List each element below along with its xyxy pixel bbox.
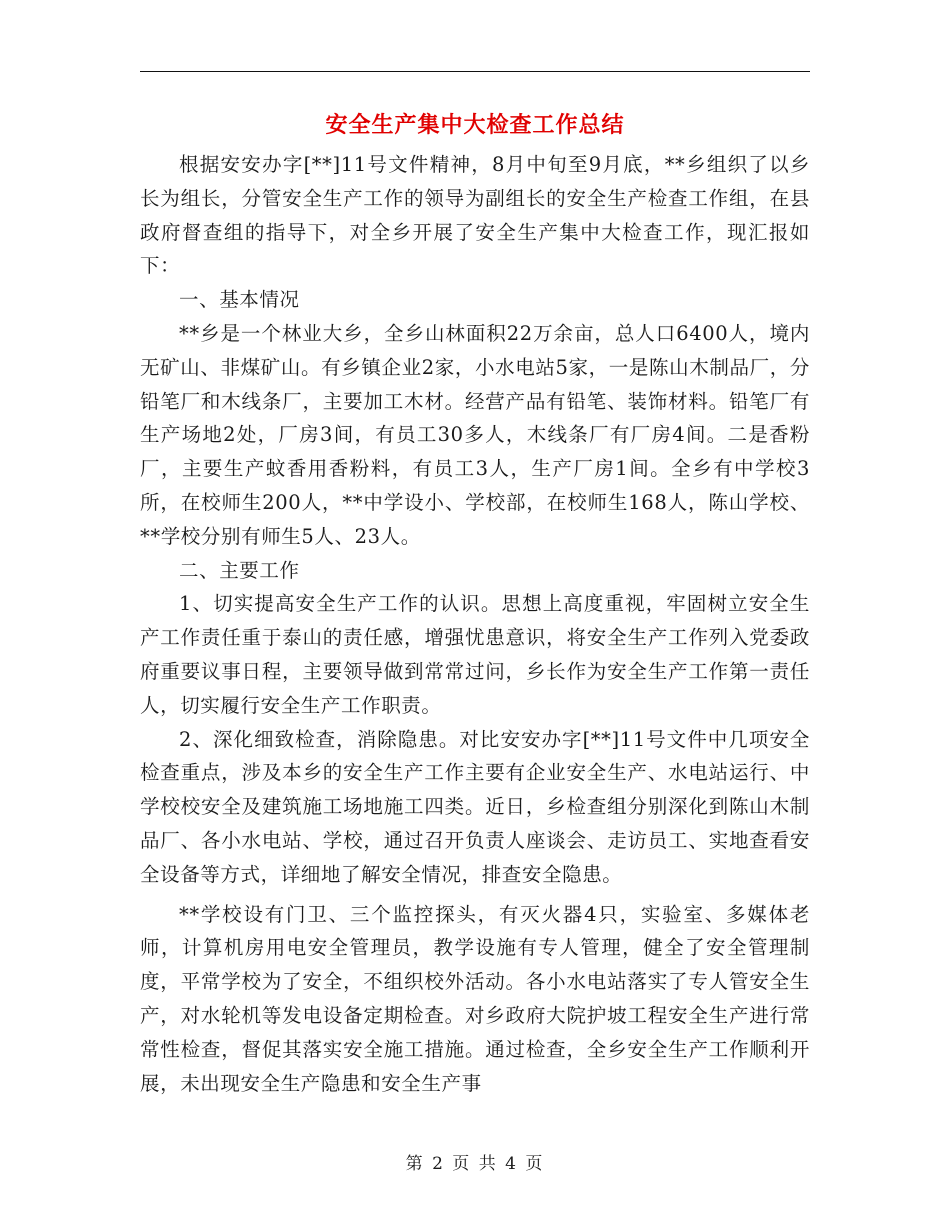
paragraph-item-1: 1、切实提高安全生产工作的认识。思想上高度重视，牢固树立安全生产工作责任重于泰山的责任感，增强忧患意识，将安全生产工作列入党委政府重要议事日程，主要领导做到常常过问，乡长作为安全生产工作第一责任人，切实履行安全生产工作职责。: [140, 592, 810, 717]
document-body: [140, 148, 810, 1100]
header-rule: [140, 71, 810, 72]
paragraph-intro: 根据安安办字[**]11号文件精神，8月中旬至9月底，**乡组织了以乡长为组长，分管安全生产工作的领导为副组长的安全生产检查工作组，在县政府督查组的指导下，对全乡开展了安全生产集中大检查工作，现汇报如下：: [140, 153, 810, 278]
section-heading-basic: 一、基本情况: [179, 288, 300, 312]
paragraph-school-details: **学校设有门卫、三个监控探头，有灭火器4只，实验室、多媒体老师，计算机房用电安全管理员，教学设施有专人管理，健全了安全管理制度，平常学校为了安全，不组织校外活动。各小水电站落实了专人管安全生产，对水轮机等发电设备定期检查。对乡政府大院护坡工程安全生产进行常常性检查，督促其落实安全施工措施。通过检查，全乡安全生产工作顺利开展，未出现安全生产隐患和安全生产事: [140, 902, 810, 1095]
section-heading-main-work: 二、主要工作: [179, 558, 300, 582]
document-title: 安全生产集中大检查工作总结: [325, 113, 625, 138]
paragraph-item-2: 2、深化细致检查，消除隐患。对比安安办字[**]11号文件中几项安全检查重点，涉及本乡的安全生产工作主要有企业安全生产、水电站运行、中学校校安全及建筑施工场地施工四类。近日，乡检查组分别深化到陈山木制品厂、各小水电站、学校，通过召开负责人座谈会、走访员工、实地查看安全设备等方式，详细地了解安全情况，排查安全隐患。: [140, 727, 810, 886]
paragraph-basic-info: **乡是一个林业大乡，全乡山林面积22万余亩，总人口6400人，境内无矿山、非煤矿山。有乡镇企业2家，小水电站5家，一是陈山木制品厂，分铅笔厂和木线条厂，主要加工木材。经营产品有铅笔、装饰材料。铅笔厂有生产场地2处，厂房3间，有员工30多人，木线条厂有厂房4间。二是香粉厂，主要生产蚊香用香粉料，有员工3人，生产厂房1间。全乡有中学校3所，在校师生200人，**中学设小、学校部，在校师生168人，陈山学校、**学校分别有师生5人、23人。: [140, 321, 810, 548]
page-footer: 第 2 页 共 4 页: [405, 1154, 545, 1174]
